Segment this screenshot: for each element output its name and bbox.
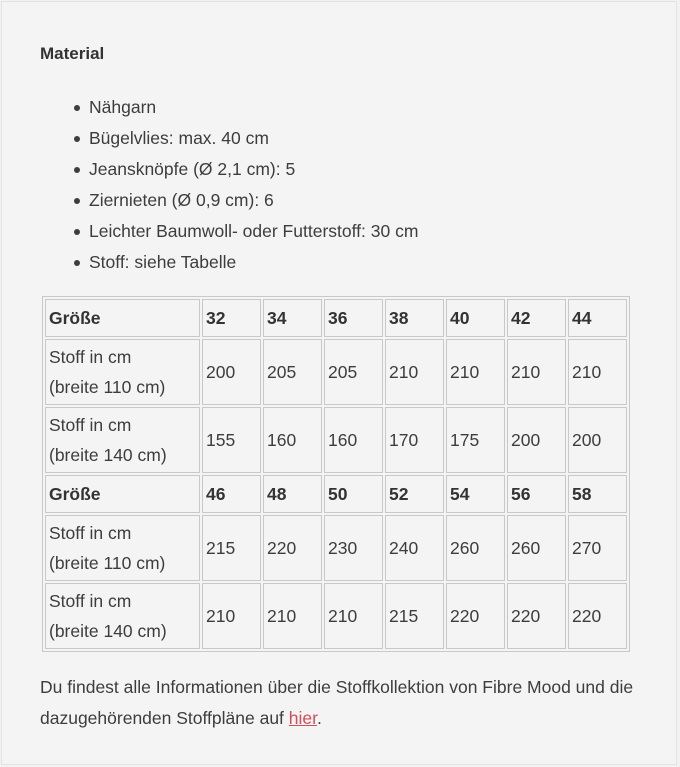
fabric-value-cell: 170 [385,407,444,473]
fabric-label-cell [45,515,200,581]
fabric-value-cell: 210 [202,583,261,649]
table-row [45,583,627,649]
fabric-size-table [42,296,630,652]
size-cell: 44 [568,299,627,337]
fabric-value-cell: 270 [568,515,627,581]
bullet-icon [74,105,80,111]
list-item-text: Stoff: siehe Tabelle [89,252,237,272]
list-item-text: Jeansknöpfe (Ø 2,1 cm): 5 [89,159,296,179]
fabric-value-cell: 220 [568,583,627,649]
fabric-value-cell: 160 [324,407,383,473]
bullet-icon [74,260,80,266]
bullet-icon [74,229,80,235]
fabric-label-line2: (breite 140 cm) [49,445,167,465]
fabric-value-cell: 155 [202,407,261,473]
table-header-row [45,475,627,513]
bullet-icon [74,198,80,204]
fabric-value-cell: 215 [202,515,261,581]
list-item [40,247,418,278]
footer-paragraph [40,672,640,734]
fabric-value-cell: 210 [385,339,444,405]
fabric-label-line2: (breite 110 cm) [49,377,166,397]
fabric-label-line2: (breite 140 cm) [49,621,167,641]
fabric-label-cell [45,583,200,649]
fabric-value-cell: 210 [263,583,322,649]
list-item [40,154,418,185]
size-cell: 46 [202,475,261,513]
size-cell: 54 [446,475,505,513]
size-cell: 50 [324,475,383,513]
size-cell: 34 [263,299,322,337]
list-item [40,216,418,247]
bullet-icon [74,136,80,142]
fabric-value-cell: 220 [507,583,566,649]
fabric-value-cell: 160 [263,407,322,473]
size-cell: 42 [507,299,566,337]
size-cell: 40 [446,299,505,337]
materials-list [40,92,418,278]
fabric-value-cell: 215 [385,583,444,649]
fabric-value-cell: 220 [263,515,322,581]
table-row [45,515,627,581]
size-cell: 58 [568,475,627,513]
fabric-value-cell: 200 [568,407,627,473]
size-cell: 56 [507,475,566,513]
fabric-value-cell: 260 [507,515,566,581]
fabric-label-line2: (breite 110 cm) [49,553,166,573]
fabric-value-cell: 230 [324,515,383,581]
size-cell: 48 [263,475,322,513]
fabric-value-cell: 175 [446,407,505,473]
fabric-value-cell: 240 [385,515,444,581]
size-label-cell: Größe [45,475,200,513]
fabric-label-cell [45,407,200,473]
fabric-value-cell: 210 [446,339,505,405]
fabric-value-cell: 210 [324,583,383,649]
fabric-label-line1: Stoff in cm [49,347,132,367]
fabric-value-cell: 260 [446,515,505,581]
table-header-row [45,299,627,337]
footer-text: Du findest alle Informationen über die Stoffkollektion von Fibre Mood und die dazugehörenden Stoffpläne auf [40,677,634,728]
bullet-icon [74,167,80,173]
list-item-text: Bügelvlies: max. 40 cm [89,128,269,148]
list-item [40,123,418,154]
size-cell: 36 [324,299,383,337]
fabric-value-cell: 205 [263,339,322,405]
size-label-cell: Größe [45,299,200,337]
fabric-label-line1: Stoff in cm [49,523,132,543]
fabric-label-cell [45,339,200,405]
fabric-value-cell: 205 [324,339,383,405]
fabric-label-line1: Stoff in cm [49,415,132,435]
list-item [40,92,418,123]
list-item-text: Nähgarn [89,97,157,117]
size-cell: 38 [385,299,444,337]
fabric-value-cell: 200 [507,407,566,473]
list-item [40,185,418,216]
list-item-text: Leichter Baumwoll- oder Futterstoff: 30 cm [89,221,419,241]
size-cell: 32 [202,299,261,337]
fabric-value-cell: 220 [446,583,505,649]
table-row [45,407,627,473]
size-cell: 52 [385,475,444,513]
fabric-value-cell: 210 [568,339,627,405]
content-card [1,1,677,765]
footer-period: . [317,708,322,728]
table-row [45,339,627,405]
list-item-text: Ziernieten (Ø 0,9 cm): 6 [89,190,274,210]
fabric-label-line1: Stoff in cm [49,591,132,611]
fabric-value-cell: 200 [202,339,261,405]
hier-link[interactable]: hier [288,708,317,728]
section-heading: Material [40,44,105,63]
fabric-value-cell: 210 [507,339,566,405]
